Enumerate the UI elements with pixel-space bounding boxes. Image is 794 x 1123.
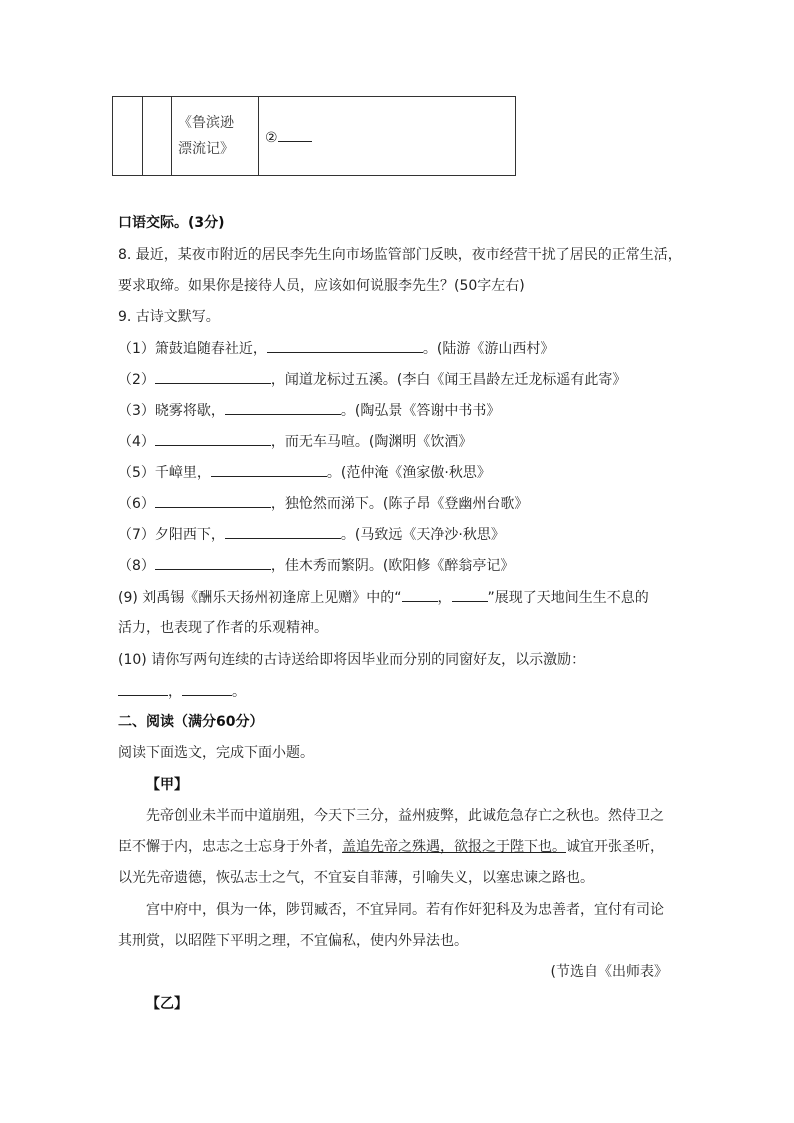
item-after: ，而无车马喧。(陶渊明《饮酒》	[270, 434, 473, 450]
p1-text: 臣不懈于内，忠志之士忘身于外者，	[118, 839, 342, 855]
passage-p1-line1: 先帝创业未半而中道崩殂，今天下三分，益州疲弊，此诚危急存亡之秋也。然侍卫之	[146, 808, 664, 824]
fill-blank[interactable]	[267, 338, 423, 353]
q9-item-7	[118, 524, 505, 545]
fill-blank[interactable]	[155, 431, 271, 446]
answer-blank[interactable]	[278, 127, 312, 142]
fill-blank[interactable]	[155, 493, 271, 508]
fill-blank[interactable]	[118, 681, 168, 696]
q8-line2: 要求取缔。如果你是接待人员，应该如何说服李先生？(50字左右)	[118, 278, 525, 294]
q8-line1: 8. 最近，某夜市附近的居民李先生向市场监管部门反映，夜市经营干扰了居民的正常生活，	[118, 247, 682, 263]
table-cell-empty	[143, 97, 172, 176]
yi-label: 【乙】	[146, 996, 188, 1012]
item-after: 。(范仲淹《渔家傲·秋思》	[326, 465, 491, 481]
q9-9-start: (9) 刘禹锡《酬乐天扬州初逢席上见赠》中的“	[118, 590, 402, 606]
q9-10-period: 。	[232, 684, 246, 700]
item-before: 箫鼓追随春社近，	[154, 341, 267, 357]
reading-heading: 二、阅读（满分60分）	[118, 714, 264, 730]
book-title-line2: 漂流记》	[178, 141, 234, 157]
item-num: （8）	[118, 558, 155, 574]
fill-blank[interactable]	[225, 524, 341, 539]
book-title-cell	[172, 97, 259, 176]
q9-item-8	[118, 555, 514, 576]
jia-label: 【甲】	[146, 777, 188, 793]
item-num: （6）	[118, 496, 155, 512]
reading-instruction: 阅读下面选文，完成下面小题。	[118, 745, 314, 761]
passage-p1-line2	[118, 837, 664, 857]
item-num: （1）	[118, 341, 155, 357]
q9-9-line1	[118, 587, 649, 608]
fill-blank[interactable]	[182, 681, 232, 696]
q9-item-3	[118, 400, 500, 421]
item-after: 。(马致远《天净沙·秋思》	[340, 527, 505, 543]
item-num: （2）	[118, 372, 155, 388]
item-after: ，独怆然而涕下。(陈子昂《登幽州台歌》	[270, 496, 529, 512]
fill-blank[interactable]	[211, 462, 327, 477]
passage-p1-line3: 以光先帝遗德，恢弘志士之气，不宜妄自菲薄，引喻失义，以塞忠谏之路也。	[118, 870, 594, 886]
q9-10-comma: ，	[168, 684, 182, 700]
item-after: ，佳木秀而繁阴。(欧阳修《醉翁亭记》	[270, 558, 515, 574]
item-after: 。(陶弘景《答谢中书书》	[340, 403, 501, 419]
fill-blank[interactable]	[225, 400, 341, 415]
fill-blank[interactable]	[155, 555, 271, 570]
q9-item-5	[118, 462, 491, 483]
item-num: （5）	[118, 465, 155, 481]
passage-source: (节选自《出师表》	[550, 964, 668, 980]
book-table	[112, 96, 516, 176]
item-num: （3）	[118, 403, 155, 419]
table-row	[113, 97, 516, 176]
answer-cell[interactable]	[259, 97, 516, 176]
p1-text: 诚宜开张圣听，	[566, 839, 664, 855]
answer-marker: ②	[265, 129, 278, 146]
item-before: 千嶂里，	[154, 465, 211, 481]
q9-10-line1: (10) 请你写两句连续的古诗送给即将因毕业而分别的同窗好友，以示激励：	[118, 652, 586, 668]
q9-item-2	[118, 369, 626, 390]
fill-blank[interactable]	[452, 587, 488, 602]
table-cell-empty	[113, 97, 143, 176]
q9-9-comma: ，	[437, 590, 452, 606]
q9-9-line2: 活力，也表现了作者的乐观精神。	[118, 620, 328, 636]
fill-blank[interactable]	[155, 369, 271, 384]
q9-item-1	[118, 338, 554, 359]
q9-item-6	[118, 493, 528, 514]
q9-heading: 9. 古诗文默写。	[118, 309, 220, 325]
item-num: （7）	[118, 527, 155, 543]
item-after: ，闻道龙标过五溪。(李白《闻王昌龄左迁龙标遥有此寄》	[270, 372, 627, 388]
q9-item-4	[118, 431, 472, 452]
passage-p2-line2: 其刑赏，以昭陛下平明之理，不宜偏私，使内外异法也。	[118, 933, 468, 949]
item-before: 晓雾将歇，	[154, 403, 225, 419]
underlined-sentence: 盖追先帝之殊遇，欲报之于陛下也。	[342, 839, 566, 855]
fill-blank[interactable]	[402, 587, 438, 602]
item-after: 。(陆游《游山西村》	[422, 341, 555, 357]
book-title-line1: 《鲁滨逊	[178, 115, 234, 131]
item-num: （4）	[118, 434, 155, 450]
passage-p2-line1: 宫中府中，俱为一体，陟罚臧否，不宜异同。若有作奸犯科及为忠善者，宜付有司论	[146, 902, 664, 918]
item-before: 夕阳西下，	[154, 527, 225, 543]
oral-heading: 口语交际。(3分)	[118, 215, 225, 231]
q9-9-end: ”展现了天地间生生不息的	[487, 590, 649, 606]
q9-10-line2	[118, 681, 246, 702]
